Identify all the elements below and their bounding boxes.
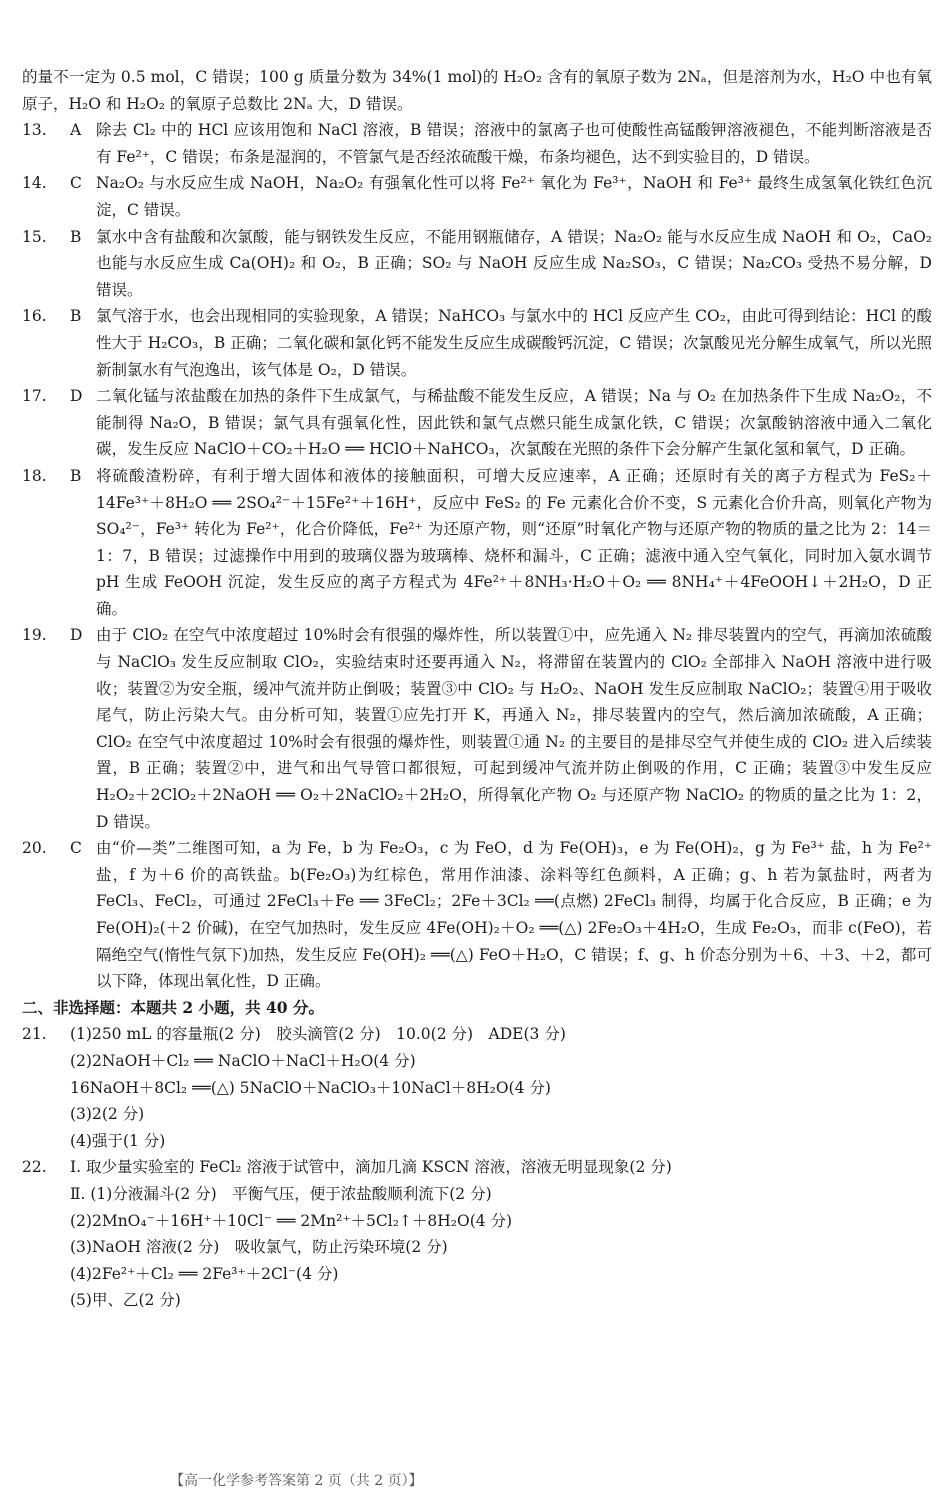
item-explanation: 由于 ClO₂ 在空气中浓度超过 10%时会有很强的爆炸性，所以装置①中，应先通入 N₂ 排尽装置内的空气，再滴加浓硫酸与 NaClO₃ 发生反应制取 ClO₂，实验结束时还要再通入 N₂，将滞留在装置内的 ClO₂ 全部排入 NaOH 溶液中进行吸收；装置②为安全瓶，缓冲气流并防止倒吸；装置③中 ClO₂ 与 H₂O₂、NaOH 发生反应制取 NaClO₂；装置④用于吸收尾气，防止污染大气。由分析可知，装置①应先打开 K，再通入 N₂，排尽装置内的空气，然后滴加浓硫酸，A 正确；ClO₂ 在空气中浓度超过 10%时会有很强的爆炸性，则装置①通 N₂ 的主要目的是排尽空气并使生成的 ClO₂ 进入后续装置，B 正确；装置②中，进气和出气导管口都很短，可起到缓冲气流并防止倒吸的作用，C 正确；装置③中发生反应 H₂O₂＋2ClO₂＋2NaOH ══ O₂＋2NaClO₂＋2H₂O，所得氧化产物 O₂ 与还原产物 NaClO₂ 的物质的量之比为 1：2，D 错误。: [96, 626, 932, 831]
item-explanation: 由“价—类”二维图可知，a 为 Fe，b 为 Fe₂O₃，c 为 FeO，d 为 Fe(OH)₃，e 为 Fe(OH)₂，g 为 Fe³⁺ 盐，h 为 Fe²⁺ 盐，f 为＋6 价的高铁盐。b(Fe₂O₃)为红棕色，常用作油漆、涂料等红色颜料，A 正确；g、h 若为氯盐时，两者为 FeCl₃、FeCl₂，可通过 2FeCl₃＋Fe ══ 3FeCl₂；2Fe＋3Cl₂ ══(点燃) 2FeCl₃ 制得，均属于化合反应，B 正确；e 为 Fe(OH)₂(＋2 价碱)，在空气加热时，发生反应 4Fe(OH)₂＋O₂ ══(△) 2Fe₂O₃＋4H₂O，生成 Fe₂O₃，而非 c(FeO)，若隔绝空气(惰性气氛下)加热，发生反应 Fe(OH)₂ ══(△) FeO＋H₂O，C 错误；f、g、h 价态分别为＋6、＋3、＋2，都可以下降，体现出氧化性，D 正确。: [96, 839, 932, 991]
item-answer: C: [70, 839, 82, 858]
answer-line: (4)2Fe²⁺＋Cl₂ ══ 2Fe³⁺＋2Cl⁻(4 分): [70, 1264, 339, 1283]
item-answer: B: [70, 307, 82, 326]
answer-line: (3)2(2 分): [70, 1105, 145, 1124]
item-explanation: Na₂O₂ 与水反应生成 NaOH，Na₂O₂ 有强氧化性可以将 Fe²⁺ 氧化为 Fe³⁺，NaOH 和 Fe³⁺ 最终生成氢氧化铁红色沉淀，C 错误。: [96, 174, 932, 219]
item-answer: A: [70, 121, 82, 140]
item-number: 19.: [22, 626, 47, 645]
item-number: 14.: [22, 174, 47, 193]
continued-paragraph: 的量不一定为 0.5 mol，C 错误；100 g 质量分数为 34%(1 mol)的 H₂O₂ 含有的氧原子数为 2Nₐ，但是溶剂为水，H₂O 中也有氧原子，H₂O 和 H₂O₂ 的氧原子总数比 2Nₐ 大，D 错误。: [22, 68, 932, 113]
item-number: 17.: [22, 387, 47, 406]
item-answer: B: [70, 227, 82, 246]
answer-item-14: [22, 170, 932, 223]
answer-line: (2)2NaOH＋Cl₂ ══ NaClO＋NaCl＋H₂O(4 分): [70, 1051, 416, 1070]
item-explanation: 氯水中含有盐酸和次氯酸，能与钢铁发生反应，不能用钢瓶储存，A 错误；Na₂O₂ 能与水反应生成 NaOH 和 O₂，CaO₂ 也能与水反应生成 Ca(OH)₂ 和 O₂，B 正确；SO₂ 与 NaOH 反应生成 Na₂SO₃，C 错误；Na₂CO₃ 受热不易分解，D 错误。: [96, 227, 932, 299]
item-number: 15.: [22, 227, 47, 246]
answer-line: Ⅱ. (1)分液漏斗(2 分) 平衡气压，便于浓盐酸顺利流下(2 分): [70, 1184, 492, 1203]
page-footer: 【高一化学参考答案第 2 页（共 2 页）】: [170, 1473, 423, 1489]
item-answer: B: [70, 466, 82, 485]
answer-item-15: [22, 224, 932, 304]
item-number: 16.: [22, 307, 47, 326]
answer-item-22: [22, 1154, 932, 1314]
answer-item-17: [22, 383, 932, 463]
answer-line: (4)强于(1 分): [70, 1131, 166, 1150]
answer-line: 16NaOH＋8Cl₂ ══(△) 5NaClO＋NaClO₃＋10NaCl＋8H₂O(4 分): [70, 1078, 551, 1097]
item-explanation: 氯气溶于水，也会出现相同的实验现象，A 错误；NaHCO₃ 与氯水中的 HCl 反应产生 CO₂，由此可得到结论：HCl 的酸性大于 H₂CO₃，B 正确；二氧化碳和氯化钙不能发生反应生成碳酸钙沉淀，C 错误；次氯酸见光分解生成氧气，所以光照新制氯水有气泡逸出，该气体是 O₂，D 错误。: [96, 307, 932, 379]
item-number: 21.: [22, 1025, 47, 1044]
item-explanation: 将硫酸渣粉碎，有利于增大固体和液体的接触面积，可增大反应速率，A 正确；还原时有关的离子方程式为 FeS₂＋14Fe³⁺＋8H₂O ══ 2SO₄²⁻＋15Fe²⁺＋16H⁺，反应中 FeS₂ 的 Fe 元素化合价不变，S 元素化合价升高，则氧化产物为 SO₄²⁻，Fe³⁺ 转化为 Fe²⁺，化合价降低，Fe²⁺ 为还原产物，则“还原”时氧化产物与还原产物的物质的量之比为 2：14＝1：7，B 错误；过滤操作中用到的玻璃仪器为玻璃棒、烧杯和漏斗，C 正确；滤液中通入空气氧化，同时加入氨水调节 pH 生成 FeOOH 沉淀，发生反应的离子方程式为 4Fe²⁺＋8NH₃·H₂O＋O₂ ══ 8NH₄⁺＋4FeOOH↓＋2H₂O，D 正确。: [96, 466, 932, 618]
item-answer: D: [70, 387, 83, 406]
answer-line: (3)NaOH 溶液(2 分) 吸收氯气，防止污染环境(2 分): [70, 1238, 448, 1257]
item-number: 20.: [22, 839, 47, 858]
item-explanation: 除去 Cl₂ 中的 HCl 应该用饱和 NaCl 溶液，B 错误；溶液中的氯离子也可使酸性高锰酸钾溶液褪色，不能判断溶液是否有 Fe²⁺，C 错误；布条是湿润的，不管氯气是否经浓硫酸干燥，布条均褪色，达不到实验目的，D 错误。: [96, 121, 932, 166]
answer-item-13: [22, 117, 932, 170]
item-answer: C: [70, 174, 82, 193]
answer-line: (2)2MnO₄⁻＋16H⁺＋10Cl⁻ ══ 2Mn²⁺＋5Cl₂↑＋8H₂O(4 分): [70, 1211, 513, 1230]
answer-item-16: [22, 303, 932, 383]
answer-item-19: [22, 622, 932, 835]
section-heading: 二、非选择题：本题共 2 小题，共 40 分。: [22, 997, 324, 1017]
item-explanation: 二氧化锰与浓盐酸在加热的条件下生成氯气，与稀盐酸不能发生反应，A 错误；Na 与 O₂ 在加热条件下生成 Na₂O₂，不能制得 Na₂O，B 错误；氯气具有强氧化性，因此铁和氯气点燃只能生成氯化铁，C 错误；次氯酸钠溶液中通入二氧化碳，发生反应 NaClO＋CO₂＋H₂O ══ HClO＋NaHCO₃，次氯酸在光照的条件下会分解产生氯化氢和氧气，D 正确。: [96, 387, 932, 459]
answer-line: (1)250 mL 的容量瓶(2 分) 胶头滴管(2 分) 10.0(2 分) ADE(3 分): [70, 1025, 566, 1044]
answer-item-21: [22, 1021, 932, 1154]
item-number: 18.: [22, 466, 47, 485]
answer-line: (5)甲、乙(2 分): [70, 1291, 181, 1310]
item-number: 13.: [22, 121, 47, 140]
item-number: 22.: [22, 1158, 47, 1177]
item-answer: D: [70, 626, 83, 645]
answer-item-20: [22, 835, 932, 995]
answer-line: Ⅰ. 取少量实验室的 FeCl₂ 溶液于试管中，滴加几滴 KSCN 溶液，溶液无明显现象(2 分): [70, 1158, 672, 1177]
answer-page: [22, 64, 932, 1314]
answer-item-18: [22, 463, 932, 623]
